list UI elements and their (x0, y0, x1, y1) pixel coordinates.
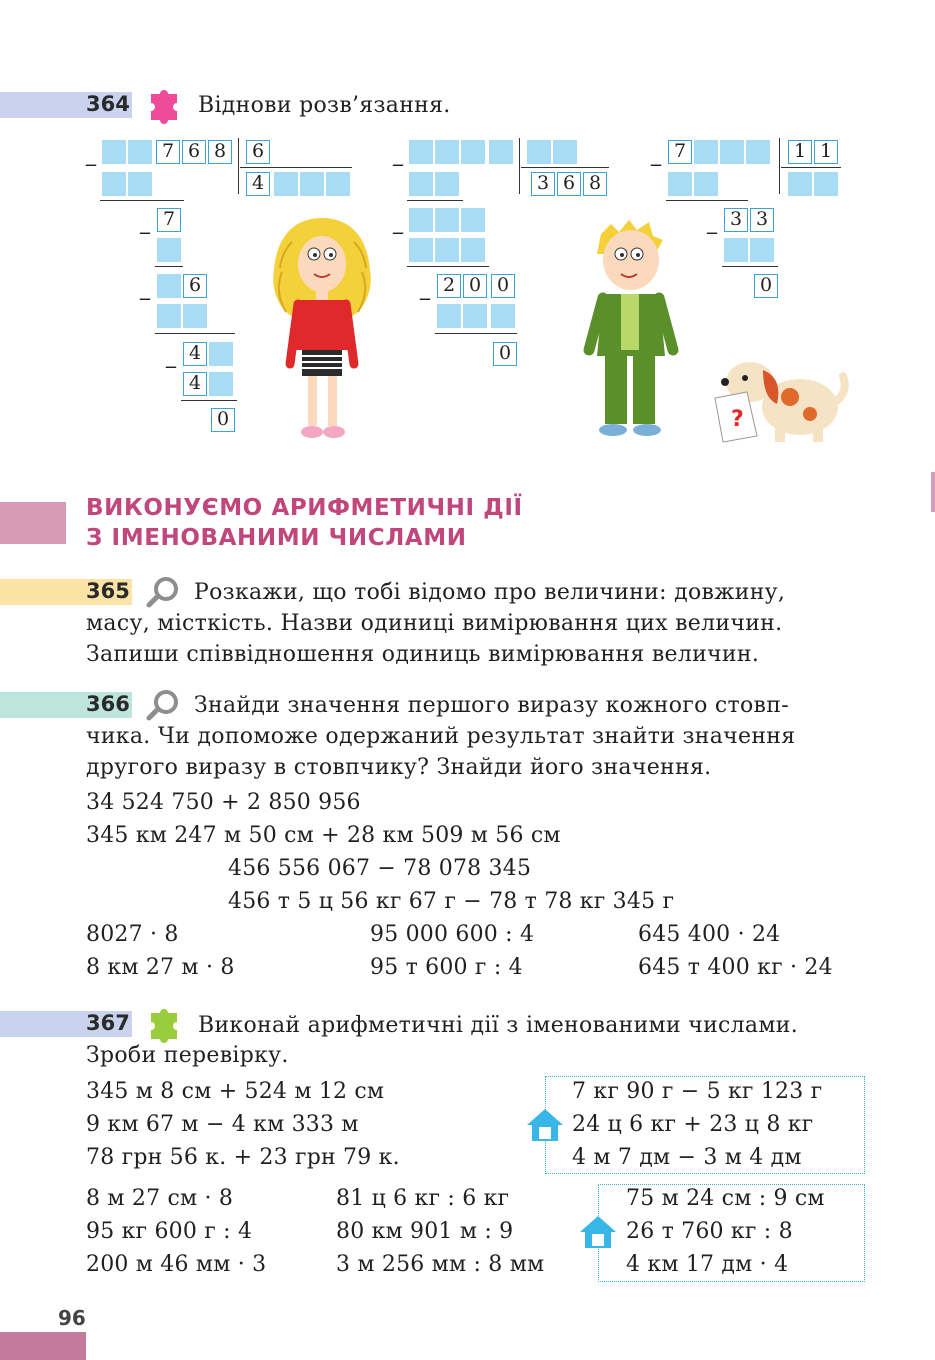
digit-cell: 0 (754, 274, 778, 298)
digit-cell: 6 (183, 274, 207, 298)
home-icon (525, 1107, 565, 1143)
expression: 8027 · 8 (86, 922, 179, 947)
digit-cell: 7 (156, 140, 180, 164)
page-footer-band (0, 1332, 86, 1360)
digit-cell: 7 (157, 208, 181, 232)
expression: 645 400 · 24 (638, 922, 781, 947)
expression: 34 524 750 + 2 850 956 (86, 790, 361, 815)
digit-cell: 6 (246, 140, 270, 164)
expression: 345 м 8 см + 524 м 12 см (86, 1079, 385, 1104)
expression: 456 т 5 ц 56 кг 67 г − 78 т 78 кг 345 г (228, 889, 675, 914)
expression: 95 кг 600 г : 4 (86, 1219, 253, 1244)
digit-cell: 2 (437, 274, 461, 298)
digit-cell: 7 (668, 140, 692, 164)
digit-cell: 0 (493, 342, 517, 366)
digit-cell: 3 (724, 208, 748, 232)
magnifier-icon (146, 689, 182, 721)
boy-illustration (575, 214, 687, 444)
girl-illustration (262, 212, 382, 444)
question-mark: ? (731, 407, 744, 432)
digit-cell: 3 (531, 172, 555, 196)
digit-cell: 0 (211, 408, 235, 432)
expression: 8 м 27 см · 8 (86, 1186, 234, 1211)
digit-cell: 1 (814, 140, 838, 164)
digit-cell: 4 (183, 342, 207, 366)
digit-cell: 6 (182, 140, 206, 164)
expression: 9 км 67 м − 4 км 333 м (86, 1112, 359, 1137)
expression: 78 грн 56 к. + 23 грн 79 к. (86, 1145, 400, 1170)
expression: 456 556 067 − 78 078 345 (228, 856, 532, 881)
expression: 24 ц 6 кг + 23 ц 8 кг (572, 1112, 814, 1137)
task-366-line2: чика. Чи допоможе одержаний результат знайти значення (86, 724, 796, 749)
expression: 7 кг 90 г − 5 кг 123 г (572, 1079, 823, 1104)
section-band (0, 502, 66, 544)
section-heading-line2: З ІМЕНОВАНИМИ ЧИСЛАМИ (86, 525, 467, 551)
digit-cell: 4 (183, 372, 207, 396)
task-367-line1: Виконай арифметичні дії з іменованими числами. (198, 1013, 799, 1038)
digit-cell: 4 (246, 172, 270, 196)
expression: 4 м 7 дм − 3 м 4 дм (572, 1145, 802, 1170)
expression: 3 м 256 мм : 8 мм (336, 1252, 545, 1277)
digit-cell: 8 (583, 172, 607, 196)
task-364-number: 364 (86, 92, 130, 116)
page-number: 96 (58, 1306, 86, 1330)
digit-cell: 8 (208, 140, 232, 164)
task-367-number: 367 (86, 1011, 130, 1035)
expression: 8 км 27 м · 8 (86, 955, 235, 980)
section-heading-line1: ВИКОНУЄМО АРИФМЕТИЧНІ ДІЇ (86, 495, 523, 521)
expression: 95 т 600 г : 4 (370, 955, 523, 980)
expression: 81 ц 6 кг : 6 кг (336, 1186, 510, 1211)
puzzle-icon (145, 1005, 187, 1043)
digit-cell: 0 (491, 274, 515, 298)
expression: 200 м 46 мм · 3 (86, 1252, 267, 1277)
expression: 645 т 400 кг · 24 (638, 955, 833, 980)
digit-cell: 0 (463, 274, 487, 298)
puzzle-icon (145, 86, 187, 124)
magnifier-icon (146, 576, 182, 608)
task-365-number: 365 (86, 579, 130, 603)
right-edge-mark (931, 472, 935, 512)
digit-cell: 6 (557, 172, 581, 196)
task-365-line1: Розкажи, що тобі відомо про величини: довжину, (194, 580, 786, 605)
task-364-text: Віднови розв’язання. (198, 93, 451, 118)
digit-cell: 1 (788, 140, 812, 164)
dog-illustration (705, 352, 850, 446)
task-365-line3: Запиши співвідношення одиниць вимірювання величин. (86, 642, 760, 667)
task-367-line2: Зроби перевірку. (86, 1043, 289, 1068)
home-icon (578, 1214, 618, 1250)
task-366-number: 366 (86, 692, 130, 716)
expression: 95 000 600 : 4 (370, 922, 535, 947)
expression: 80 км 901 м : 9 (336, 1219, 514, 1244)
expression: 345 км 247 м 50 см + 28 км 509 м 56 см (86, 823, 561, 848)
digit-cell: 3 (750, 208, 774, 232)
task-366-line1: Знайди значення першого виразу кожного стовп- (194, 693, 789, 718)
expression: 4 км 17 дм · 4 (626, 1252, 789, 1277)
expression: 26 т 760 кг : 8 (626, 1219, 793, 1244)
task-365-line2: масу, місткість. Назви одиниці вимірювання цих величин. (86, 611, 783, 636)
expression: 75 м 24 см : 9 см (626, 1186, 825, 1211)
task-366-line3: другого виразу в стовпчику? Знайди його значення. (86, 755, 712, 780)
